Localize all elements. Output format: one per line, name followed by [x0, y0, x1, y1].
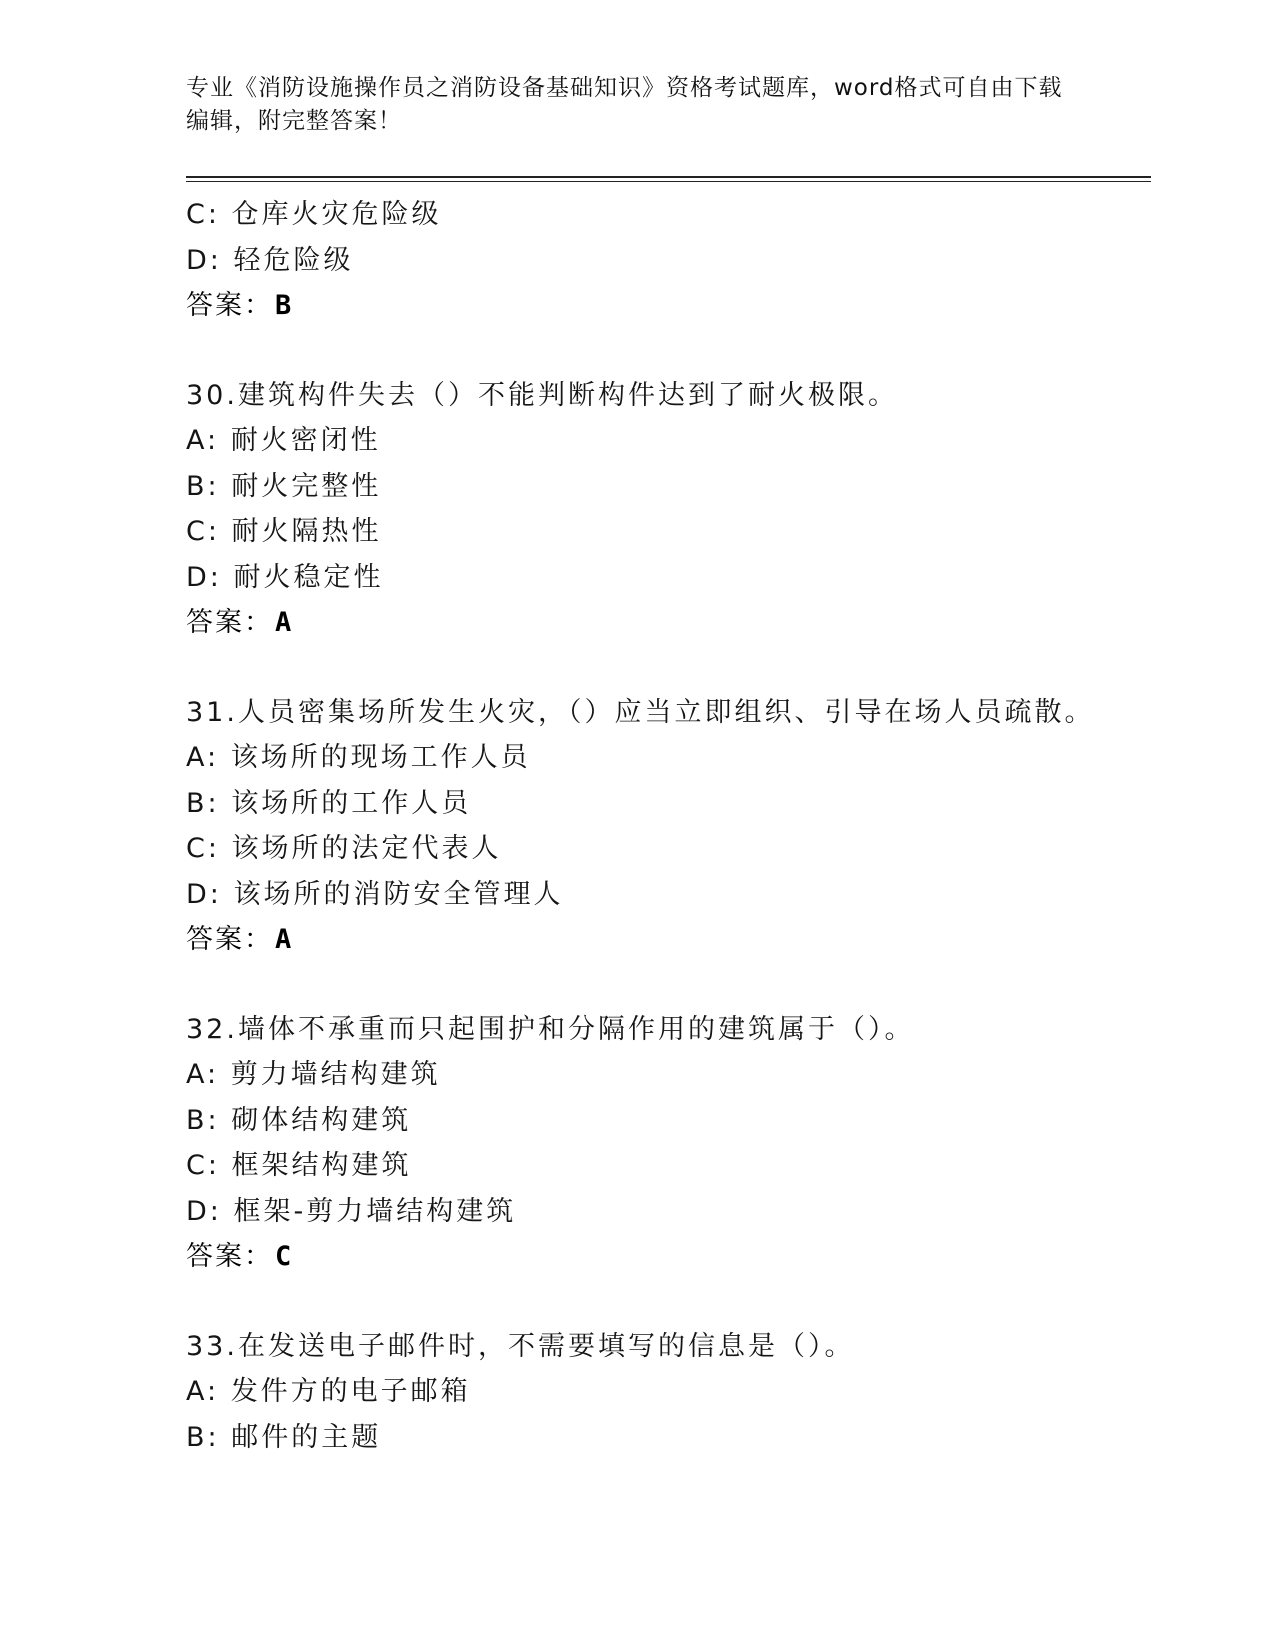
answer-label: 答案：: [186, 924, 273, 955]
option-text: 该场所的法定代表人: [231, 833, 502, 864]
answer-option: [186, 464, 1146, 510]
answer-option: [186, 1415, 1146, 1461]
answer-label: 答案：: [186, 290, 273, 321]
answer-option: [186, 1369, 1146, 1415]
option-separator: :: [209, 561, 234, 593]
header-rule-thick: [186, 176, 1151, 178]
option-letter: A: [186, 742, 207, 773]
option-text: 耐火密闭性: [230, 425, 381, 456]
question-spacer: [186, 329, 1146, 373]
question-list: [186, 192, 1146, 1460]
option-text: 该场所的消防安全管理人: [233, 878, 564, 910]
answer-line: [186, 1234, 1146, 1280]
option-letter: B: [186, 787, 208, 819]
question-text: 墙体不承重而只起围护和分隔作用的建筑属于（）。: [237, 1013, 915, 1045]
question-stem: [186, 690, 1146, 736]
option-letter: D: [186, 1195, 210, 1227]
question-number: 33: [186, 1330, 227, 1362]
option-separator: :: [209, 1195, 234, 1227]
answer-option: [186, 1098, 1146, 1144]
answer-option: [186, 872, 1146, 918]
answer-value: C: [275, 1241, 292, 1272]
answer-option: [186, 1052, 1146, 1098]
option-letter: D: [186, 244, 210, 276]
option-letter: D: [186, 561, 210, 593]
question-number: 31: [186, 696, 227, 728]
option-text: 发件方的电子邮箱: [230, 1376, 471, 1407]
option-text: 该场所的现场工作人员: [230, 742, 531, 773]
option-text: 耐火隔热性: [231, 516, 382, 547]
option-text: 仓库火灾危险级: [231, 199, 442, 230]
answer-option: [186, 735, 1146, 781]
answer-label: 答案：: [186, 1241, 273, 1272]
option-text: 该场所的工作人员: [231, 787, 472, 819]
option-separator: :: [207, 833, 232, 864]
question-number: 30: [186, 379, 227, 411]
option-text: 邮件的主题: [231, 1421, 382, 1453]
question-number: 32: [186, 1013, 227, 1045]
option-text: 耐火完整性: [231, 470, 382, 502]
option-separator: :: [207, 1104, 232, 1136]
answer-option: [186, 1143, 1146, 1189]
answer-option: [186, 509, 1146, 555]
answer-option: [186, 1189, 1146, 1235]
option-letter: A: [186, 425, 207, 456]
option-letter: B: [186, 1421, 208, 1453]
option-separator: :: [209, 244, 234, 276]
answer-line: [186, 283, 1146, 329]
option-letter: C: [186, 516, 208, 547]
option-letter: A: [186, 1376, 207, 1407]
option-separator: :: [209, 878, 234, 910]
option-separator: :: [207, 742, 231, 773]
option-separator: :: [207, 470, 232, 502]
option-letter: C: [186, 199, 208, 230]
answer-option: [186, 192, 1146, 238]
document-header: 专业《消防设施操作员之消防设备基础知识》资格考试题库，word格式可自由下载编辑，附完整答案！: [186, 75, 1063, 134]
option-separator: :: [207, 1421, 232, 1453]
option-separator: :: [207, 1059, 231, 1090]
question-spacer: [186, 646, 1146, 690]
question-spacer: [186, 1280, 1146, 1324]
answer-option: [186, 781, 1146, 827]
answer-option: [186, 418, 1146, 464]
question-stem: [186, 1007, 1146, 1053]
option-separator: :: [207, 1376, 231, 1407]
question-text: 建筑构件失去（）不能判断构件达到了耐火极限。: [237, 379, 898, 411]
option-text: 耐火稳定性: [233, 561, 384, 593]
option-letter: B: [186, 470, 208, 502]
answer-option: [186, 555, 1146, 601]
question-stem: [186, 1324, 1146, 1370]
option-letter: C: [186, 833, 208, 864]
question-text: 人员密集场所发生火灾，（）应当立即组织、引导在场人员疏散。: [237, 696, 1095, 728]
header-rule-thin: [186, 181, 1151, 182]
answer-value: B: [275, 290, 292, 321]
answer-line: [186, 917, 1146, 963]
option-text: 砌体结构建筑: [231, 1104, 412, 1136]
option-separator: :: [207, 199, 232, 230]
option-text: 框架结构建筑: [231, 1150, 412, 1181]
question-number-dot: .: [226, 1013, 238, 1045]
answer-label: 答案：: [186, 607, 273, 638]
answer-line: [186, 600, 1146, 646]
answer-option: [186, 238, 1146, 284]
question-stem: [186, 373, 1146, 419]
option-separator: :: [207, 516, 232, 547]
question-number-dot: .: [226, 696, 238, 728]
answer-value: A: [275, 607, 292, 638]
answer-value: A: [275, 924, 292, 955]
option-text: 剪力墙结构建筑: [230, 1059, 441, 1090]
answer-option: [186, 826, 1146, 872]
option-letter: D: [186, 878, 210, 910]
option-letter: C: [186, 1150, 208, 1181]
question-number-dot: .: [226, 1330, 238, 1362]
option-letter: B: [186, 1104, 208, 1136]
option-separator: :: [207, 425, 231, 456]
option-letter: A: [186, 1059, 207, 1090]
option-separator: :: [207, 1150, 232, 1181]
option-text: 框架-剪力墙结构建筑: [233, 1195, 517, 1227]
option-text: 轻危险级: [233, 244, 354, 276]
question-text: 在发送电子邮件时，不需要填写的信息是（）。: [237, 1330, 855, 1362]
question-spacer: [186, 963, 1146, 1007]
option-separator: :: [207, 787, 232, 819]
question-number-dot: .: [226, 379, 238, 411]
